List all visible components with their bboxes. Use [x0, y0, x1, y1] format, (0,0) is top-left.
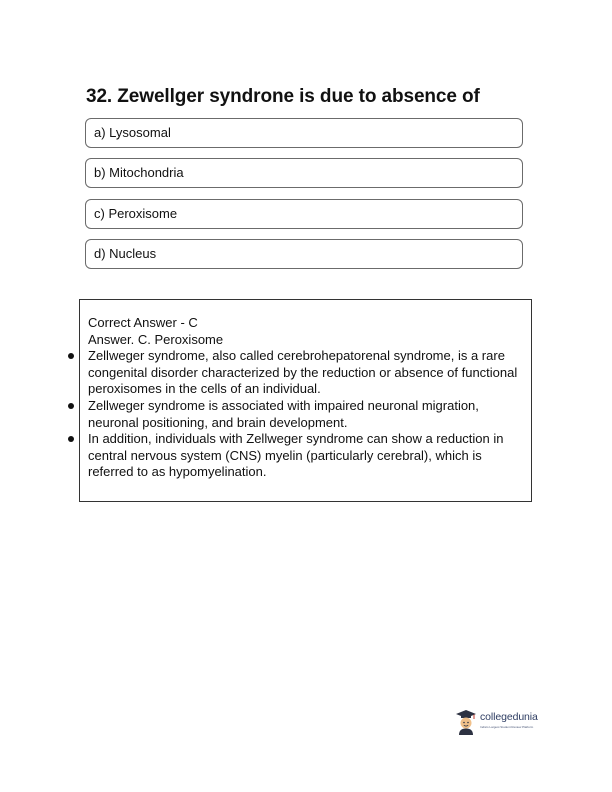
answer-explanation-box [79, 299, 532, 502]
explanation-text: Zellweger syndrome is associated with impaired neuronal migration, neuronal positioning, and brain development. [88, 397, 479, 430]
correct-answer-label: Correct Answer - C [88, 315, 198, 330]
bullet-icon [68, 436, 74, 442]
explanation-text: In addition, individuals with Zellweger syndrome can show a reduction in central nervous system (CNS) myelin (particularly cerebral), which is referred to as hypomyelination. [88, 431, 504, 480]
explanation-text: Zellweger syndrome, also called cerebrohepatorenal syndrome, is a rare congenital disorder characterized by the reduction or absence of functional peroxisomes in the cells of an individual. [88, 348, 518, 397]
option-d[interactable]: d) Nucleus [85, 239, 523, 269]
explanation-item [88, 398, 523, 431]
logo-text: collegedunia [480, 711, 538, 723]
graduate-mascot-icon [455, 708, 477, 736]
explanation-item [88, 348, 523, 398]
logo-tagline: India's Largest Student Review Platform [480, 725, 534, 729]
explanation-list [88, 348, 523, 481]
option-c[interactable]: c) Peroxisome [85, 199, 523, 229]
bullet-icon [68, 353, 74, 359]
bullet-icon [68, 403, 74, 409]
explanation-item [88, 431, 523, 481]
option-b[interactable]: b) Mitochondria [85, 158, 523, 188]
question-title: 32. Zewellger syndrone is due to absence of [86, 86, 480, 107]
answer-line: Answer. C. Peroxisome [88, 331, 224, 347]
option-a[interactable]: a) Lysosomal [85, 118, 523, 148]
collegedunia-logo[interactable] [455, 708, 565, 740]
